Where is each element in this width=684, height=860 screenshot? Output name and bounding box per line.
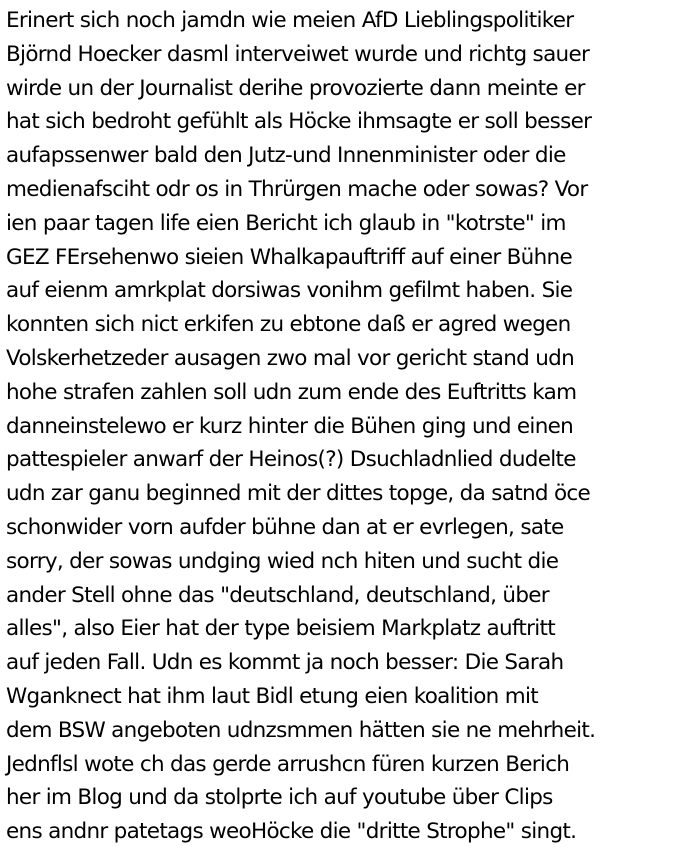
text-line-10: konnten sich nict erkifen zu ebtone daß er agred wegen — [6, 312, 571, 338]
text-line-5: aufapssenwer bald den Jutz-und Innenminister oder die — [6, 143, 566, 169]
document-body — [6, 4, 682, 849]
text-line-8: GEZ FErsehenwo sieien Whalkapauftriff auf einer Bühne — [6, 244, 572, 270]
text-line-7: ien paar tagen life eien Bericht ich glaub in "kotrste" im — [6, 210, 566, 236]
text-line-18: ander Stell ohne das "deutschland, deutschland, über — [6, 582, 549, 608]
text-line-16: schonwider vorn aufder bühne dan at er evrlegen, sate — [6, 514, 564, 540]
text-line-22: dem BSW angeboten udnzsmmen hätten sie ne mehrheit. — [6, 717, 596, 743]
text-line-19: alles", also Eier hat der type beisiem Markplatz auftritt — [6, 616, 555, 642]
text-line-1: Erinert sich noch jamdn wie meien AfD Lieblingspolitiker — [6, 8, 574, 33]
text-line-14: pattespieler anwarf der Heinos(?) Dsuchladnlied dudelte — [6, 447, 576, 473]
text-line-12: hohe strafen zahlen soll udn zum ende des Euftritts kam — [6, 379, 577, 405]
text-line-25: ens andnr patetags weoHöcke die "dritte Strophe" singt. — [6, 819, 577, 845]
text-line-15: udn zar ganu beginned mit der dittes topge, da satnd öce — [6, 481, 591, 507]
text-line-23: Jednflsl wote ch das gerde arrushcn füren kurzen Berich — [6, 751, 570, 777]
text-line-3: wirde un der Journalist derihe provozierte dann meinte er — [6, 75, 585, 101]
text-line-4: hat sich bedroht gefühlt als Höcke ihmsagte er soll besser — [6, 109, 592, 135]
text-line-13: danneinstelewo er kurz hinter die Bühen ging und einen — [6, 413, 574, 439]
text-line-2: Björnd Hoecker dasml interveiwet wurde und richtg sauer — [6, 41, 590, 67]
text-line-24: her im Blog und da stolprte ich auf youtube über Clips — [6, 785, 553, 811]
text-line-9: auf eienm amrkplat dorsiwas vonihm gefilmt haben. Sie — [6, 278, 573, 304]
text-line-20: auf jeden Fall. Udn es kommt ja noch besser: Die Sarah — [6, 650, 564, 676]
text-line-21: Wganknect hat ihm laut Bidl etung eien koalition mit — [6, 683, 538, 709]
text-line-17: sorry, der sowas undging wied nch hiten und sucht die — [6, 548, 559, 574]
text-line-6: medienafsciht odr os in Thrürgen mache oder sowas? Vor — [6, 176, 588, 202]
text-line-11: Volskerhetzeder ausagen zwo mal vor gericht stand udn — [6, 345, 575, 371]
